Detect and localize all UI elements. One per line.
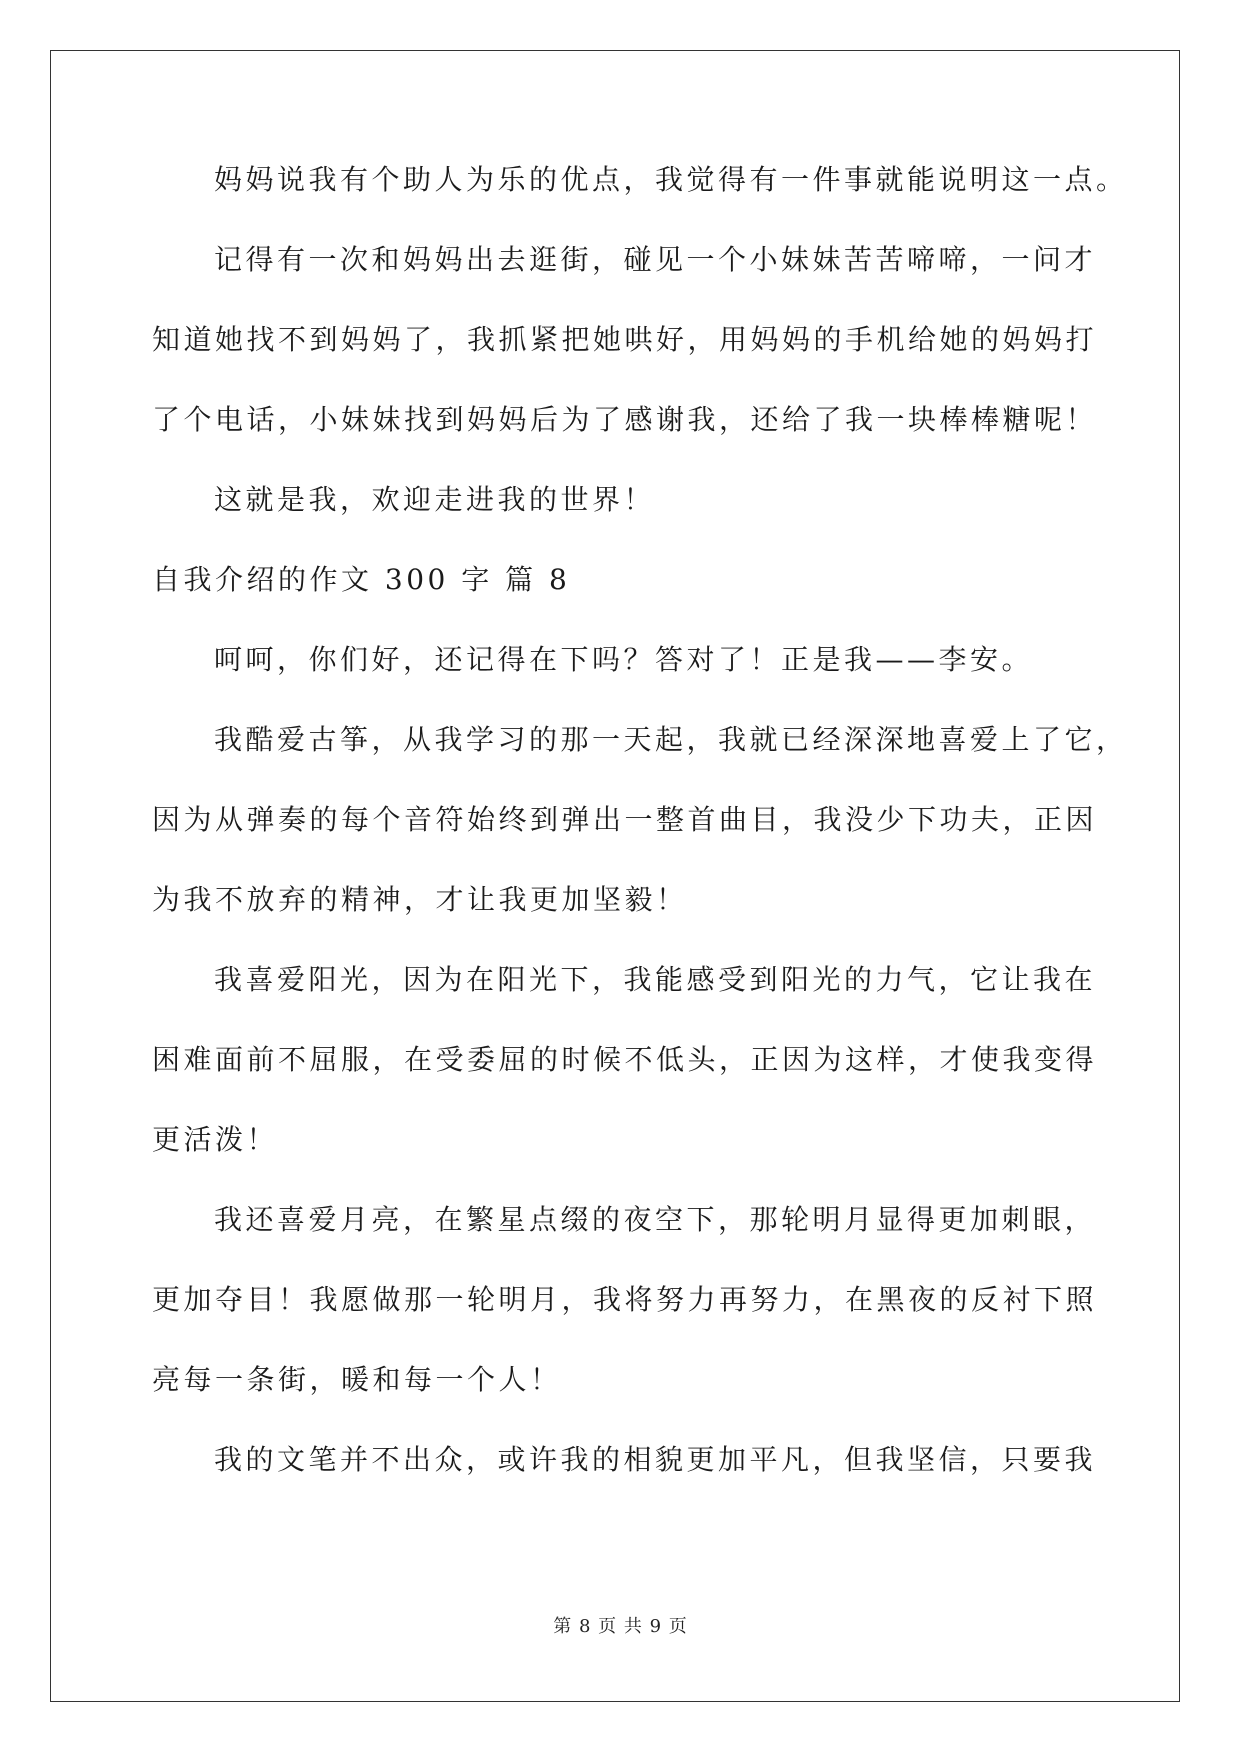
text-line: 我喜爱阳光，因为在阳光下，我能感受到阳光的力气，它让我在 bbox=[214, 963, 1097, 996]
text-line: 困难面前不屈服，在受委屈的时候不低头，正因为这样，才使我变得 bbox=[152, 1043, 1098, 1076]
text-line: 更活泼！ bbox=[152, 1123, 279, 1156]
text-line: 这就是我，欢迎走进我的世界！ bbox=[214, 483, 656, 516]
document-body bbox=[152, 160, 1128, 1520]
text-line: 知道她找不到妈妈了，我抓紧把她哄好，用妈妈的手机给她的妈妈打 bbox=[152, 323, 1098, 356]
text-line: 更加夺目！我愿做那一轮明月，我将努力再努力，在黑夜的反衬下照 bbox=[152, 1283, 1098, 1316]
page-number-footer: 第 8 页 共 9 页 bbox=[553, 1616, 688, 1637]
text-line: 我酷爱古筝，从我学习的那一天起，我就已经深深地喜爱上了它， bbox=[214, 723, 1128, 756]
text-line: 妈妈说我有个助人为乐的优点，我觉得有一件事就能说明这一点。 bbox=[214, 163, 1128, 196]
text-line: 了个电话，小妹妹找到妈妈后为了感谢我，还给了我一块棒棒糖呢！ bbox=[152, 403, 1098, 436]
text-line: 为我不放弃的精神，才让我更加坚毅！ bbox=[152, 883, 688, 916]
text-line: 记得有一次和妈妈出去逛街，碰见一个小妹妹苦苦啼啼，一问才 bbox=[214, 243, 1097, 276]
text-line: 因为从弹奏的每个音符始终到弹出一整首曲目，我没少下功夫，正因 bbox=[152, 803, 1098, 836]
text-line: 呵呵，你们好，还记得在下吗？答对了！正是我——李安。 bbox=[214, 643, 1034, 676]
text-line: 我还喜爱月亮，在繁星点缀的夜空下，那轮明月显得更加刺眼， bbox=[214, 1203, 1097, 1236]
text-line: 我的文笔并不出众，或许我的相貌更加平凡，但我坚信，只要我 bbox=[214, 1443, 1097, 1476]
text-line: 亮每一条街，暖和每一个人！ bbox=[152, 1363, 562, 1396]
section-heading: 自我介绍的作文 300 字 篇 8 bbox=[152, 563, 571, 596]
